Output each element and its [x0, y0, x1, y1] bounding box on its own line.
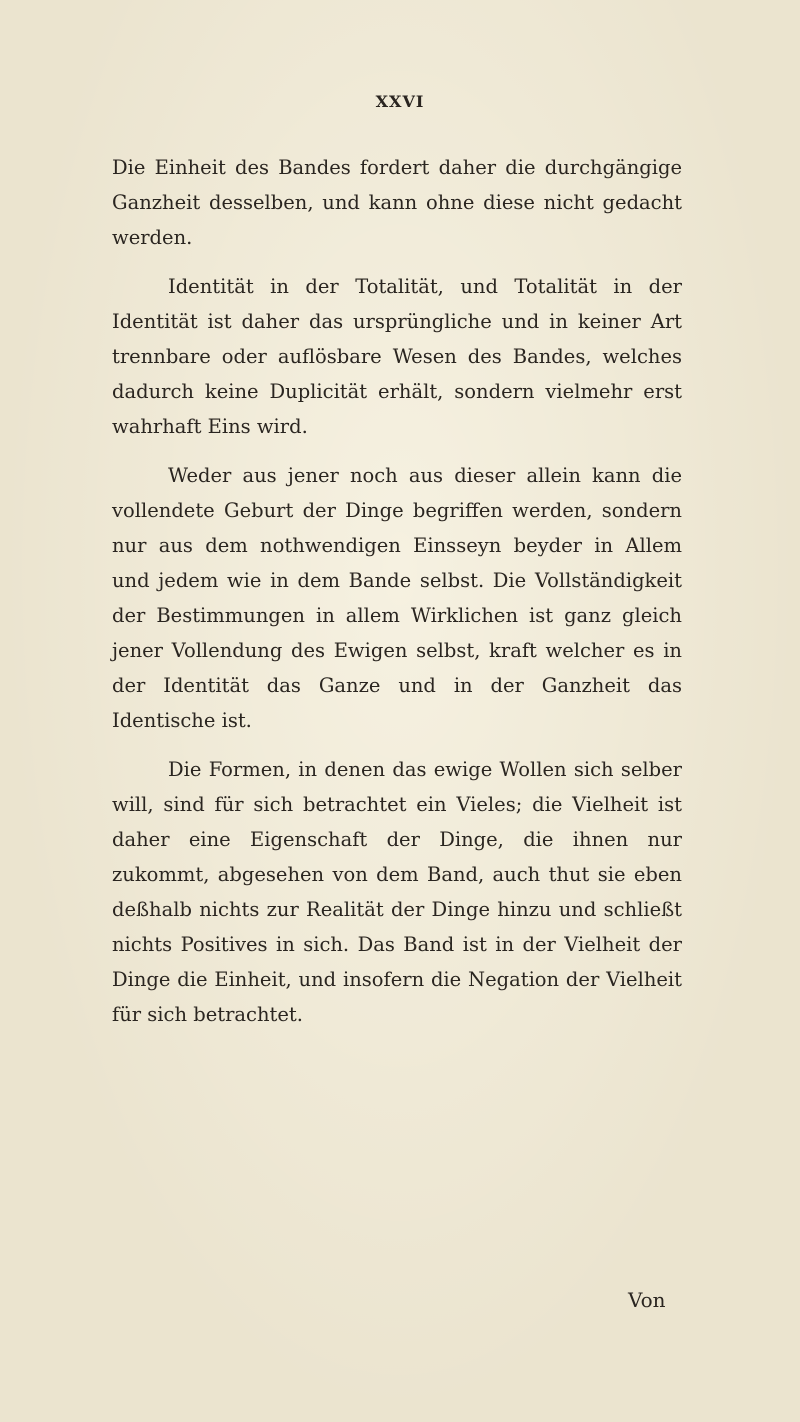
page-number: XXVI [375, 92, 425, 111]
paragraph: Weder aus jener noch aus dieser allein kann die vollendete Geburt der Dinge begriffen werden, sondern nur aus dem nothwendigen Einsseyn beyder in Allem und jedem wie in dem Bande selbst. Die Vollständigkeit der Bestimmungen in allem Wirklichen ist ganz gleich jener Vollendung des Ewigen selbst, kraft welcher es in der Identität das Ganze und in der Ganzheit das Identische ist. [112, 464, 682, 732]
catchword: Von [628, 1288, 666, 1312]
paragraph: Identität in der Totalität, und Totalität in der Identität ist daher das ursprüngliche und in keiner Art trennbare oder auflösbare Wesen des Bandes, welches dadurch keine Duplicität erhält, sondern vielmehr erst wahrhaft Eins wird. [112, 275, 682, 438]
paragraph: Die Einheit des Bandes fordert daher die durchgängige Ganzheit desselben, und kann ohne diese nicht gedacht werden. [112, 156, 682, 249]
body-text [112, 150, 682, 1046]
paragraph: Die Formen, in denen das ewige Wollen sich selber will, sind für sich betrachtet ein Vieles; die Vielheit ist daher eine Eigenschaft der Dinge, die ihnen nur zukommt, abgesehen von dem Band, auch thut sie eben deßhalb nichts zur Realität der Dinge hinzu und schließt nichts Positives in sich. Das Band ist in der Vielheit der Dinge die Einheit, und insofern die Negation der Vielheit für sich betrachtet. [112, 758, 682, 1026]
